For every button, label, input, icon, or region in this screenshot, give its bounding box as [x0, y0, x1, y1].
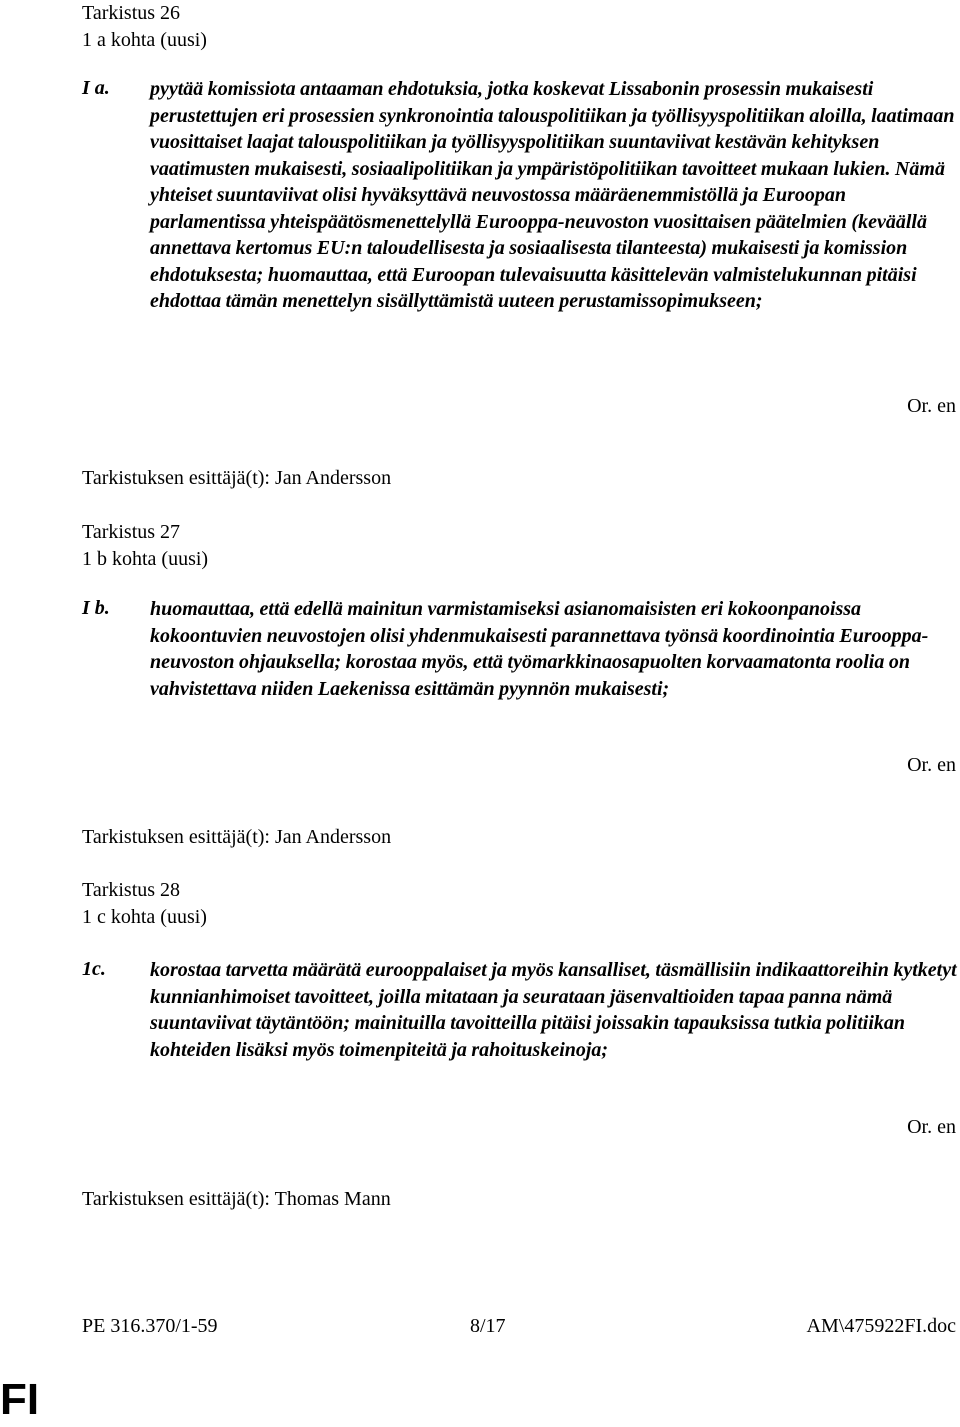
footer-page-number: 8/17	[470, 1315, 506, 1337]
amendment-27-label: I b.	[82, 597, 110, 619]
amendment-27-text: huomauttaa, että edellä mainitun varmistamiseksi asianomaisisten eri kokoonpanoissa kokoontuvien neuvostojen olisi yhdenmukaisesti parannettava työnsä koordinointia Eurooppa-neuvoston ohjauksella; korostaa myös, että työmarkkinaosapuolten korvaamatonta roolia on vahvistettava niiden Laekenissa esittämän pyynnön mukaisesti;	[150, 598, 929, 700]
amendment-28-author: Tarkistuksen esittäjä(t): Thomas Mann	[82, 1188, 391, 1210]
amendment-27-original-language: Or. en	[907, 754, 956, 776]
footer-document-reference: PE 316.370/1-59	[82, 1315, 218, 1337]
amendment-26-original-language: Or. en	[907, 395, 956, 417]
amendment-27-paragraph: 1 b kohta (uusi)	[82, 548, 209, 570]
amendment-27-header: Tarkistus 27	[82, 521, 181, 543]
language-code: FI	[0, 1375, 40, 1424]
amendment-27-author: Tarkistuksen esittäjä(t): Jan Andersson	[82, 826, 392, 848]
amendment-26-text: pyytää komissiota antaaman ehdotuksia, jotka koskevat Lissabonin prosessin mukaisesti perustettujen eri prosessien synkronointia talouspolitiikan ja työllisyyspolitiikan aloilla, laatimaan vuosittaiset laajat talouspolitiikan ja työllisyyspolitiikan suuntaviivat kestävän kehityksen vaatimusten mukaisesti, sosiaalipolitiikan ja ympäristöpolitiikan tavoitteet mukaan lukien. Nämä yhteiset suuntaviivat olisi hyväksyttävä neuvostossa määräenemmistöllä ja Euroopan parlamentissa yhteispäätösmenettelyllä Eurooppa-neuvoston vuosittaisen päätelmien (keväällä annettava kertomus EU:n taloudellisesta ja sosiaalisesta tilanteesta) mukaisesti ja komission ehdotuksesta; huomauttaa, että Euroopan tulevaisuutta käsittelevän valmistelukunnan pitäisi ehdottaa tämän menettelyn sisällyttämistä uuteen perustamissopimukseen;	[150, 78, 955, 312]
amendment-28-original-language: Or. en	[907, 1116, 956, 1138]
amendment-28-header: Tarkistus 28	[82, 879, 181, 901]
amendment-26-label: I a.	[82, 77, 110, 99]
amendment-26-paragraph: 1 a kohta (uusi)	[82, 29, 207, 51]
amendment-26-header: Tarkistus 26	[82, 2, 181, 24]
amendment-28-text: korostaa tarvetta määrätä eurooppalaiset ja myös kansalliset, täsmällisiin indikaattoreihin kytketyt kunnianhimoiset tavoitteet, joilla mitataan ja seurataan jäsenvaltioiden tapaa panna nämä suuntaviivat täytäntöön; mainituilla tavoitteilla pitäisi joissakin tapauksissa tutkia politiikan kohteiden lisäksi myös toimenpiteitä ja rahoituskeinoja;	[150, 959, 957, 1061]
amendment-26-author: Tarkistuksen esittäjä(t): Jan Andersson	[82, 467, 392, 489]
amendment-28-label: 1c.	[82, 958, 106, 980]
footer-file-name: AM\475922FI.doc	[806, 1315, 956, 1337]
amendment-28-paragraph: 1 c kohta (uusi)	[82, 906, 207, 928]
